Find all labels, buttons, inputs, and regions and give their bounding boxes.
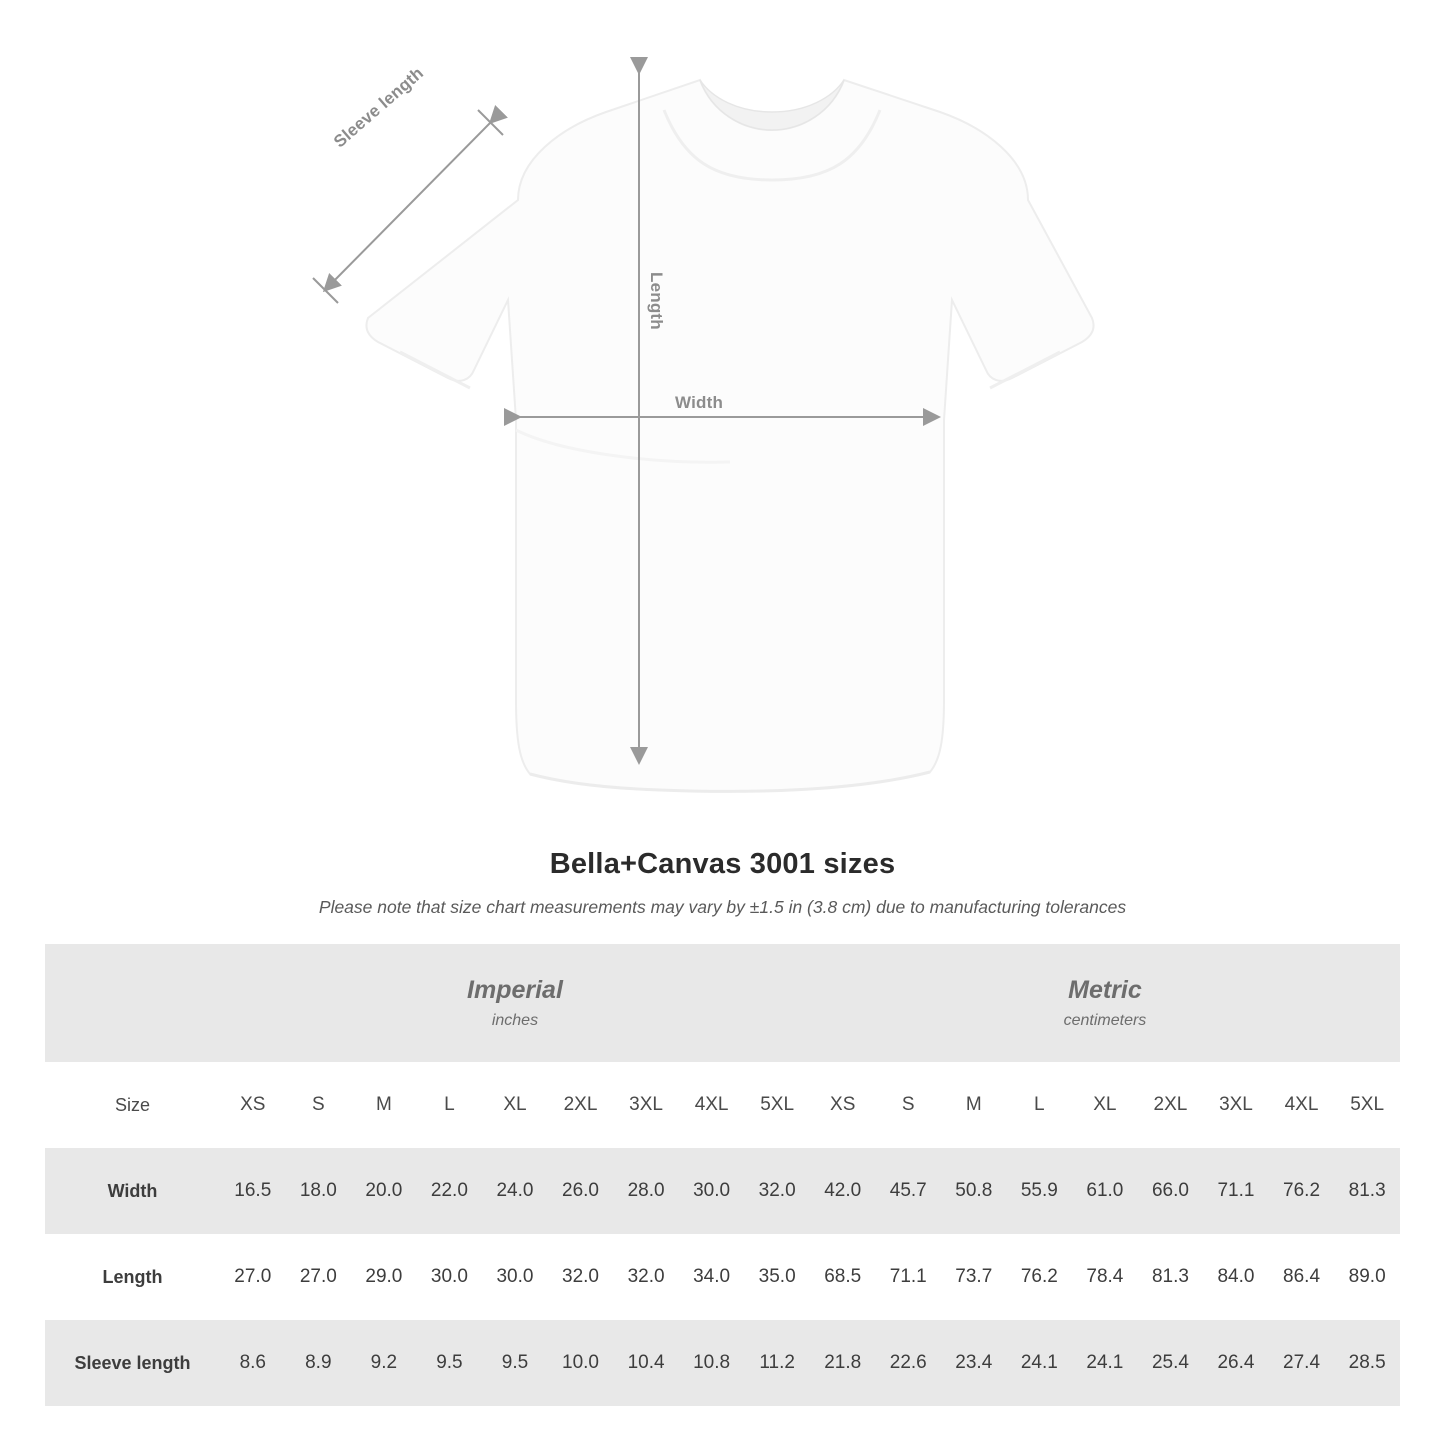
cell-value: 20.0 [351,1148,417,1234]
column-header-8: 5XL [744,1062,810,1148]
cell-value: 27.0 [286,1234,352,1320]
unit-name: centimeters [1063,1012,1147,1030]
cell-value: 50.8 [941,1148,1007,1234]
cell-value: 24.0 [482,1148,548,1234]
cell-value: 21.8 [810,1320,876,1406]
cell-value: 23.4 [941,1320,1007,1406]
column-header-2: M [351,1062,417,1148]
cell-value: 32.0 [744,1148,810,1234]
length-label: Length [647,272,666,330]
cell-value: 30.0 [679,1148,745,1234]
column-header-13: XL [1072,1062,1138,1148]
width-label: Width [675,393,724,412]
cell-value: 10.8 [679,1320,745,1406]
table-row [45,1320,1400,1406]
cell-value: 25.4 [1138,1320,1204,1406]
unit-name: inches [491,1012,539,1030]
unit-system-name: Metric [1068,975,1142,1004]
cell-value: 55.9 [1007,1148,1073,1234]
column-header-10: S [875,1062,941,1148]
cell-value: 28.0 [613,1148,679,1234]
cell-value: 81.3 [1334,1148,1400,1234]
cell-value: 68.5 [810,1234,876,1320]
cell-value: 76.2 [1007,1234,1073,1320]
cell-value: 27.0 [220,1234,286,1320]
column-header-9: XS [810,1062,876,1148]
cell-value: 78.4 [1072,1234,1138,1320]
cell-value: 26.4 [1203,1320,1269,1406]
cell-value: 84.0 [1203,1234,1269,1320]
column-header-12: L [1007,1062,1073,1148]
cell-value: 26.0 [548,1148,614,1234]
cell-value: 71.1 [1203,1148,1269,1234]
unit-system-name: Imperial [467,975,563,1004]
column-header-16: 4XL [1269,1062,1335,1148]
cell-value: 10.0 [548,1320,614,1406]
size-chart-heading [0,848,1445,918]
column-header-6: 3XL [613,1062,679,1148]
column-header-1: S [286,1062,352,1148]
cell-value: 9.5 [417,1320,483,1406]
column-header-11: M [941,1062,1007,1148]
unit-group-imperial [220,944,810,1062]
cell-value: 86.4 [1269,1234,1335,1320]
column-header-5: 2XL [548,1062,614,1148]
row-label-width: Width [45,1148,220,1234]
cell-value: 22.6 [875,1320,941,1406]
table-row [45,1148,1400,1234]
cell-value: 34.0 [679,1234,745,1320]
cell-value: 28.5 [1334,1320,1400,1406]
cell-value: 35.0 [744,1234,810,1320]
cell-value: 73.7 [941,1234,1007,1320]
column-header-15: 3XL [1203,1062,1269,1148]
cell-value: 66.0 [1138,1148,1204,1234]
cell-value: 16.5 [220,1148,286,1234]
size-table-wrapper [45,944,1400,1406]
cell-value: 29.0 [351,1234,417,1320]
tolerance-note: Please note that size chart measurements may vary by ±1.5 in (3.8 cm) due to manufacturing tolerances [318,897,1127,917]
column-header-17: 5XL [1334,1062,1400,1148]
cell-value: 9.2 [351,1320,417,1406]
cell-value: 22.0 [417,1148,483,1234]
cell-value: 18.0 [286,1148,352,1234]
unit-group-metric [810,944,1400,1062]
cell-value: 89.0 [1334,1234,1400,1320]
cell-value: 32.0 [613,1234,679,1320]
cell-value: 30.0 [417,1234,483,1320]
column-header-size: Size [45,1062,220,1148]
cell-value: 32.0 [548,1234,614,1320]
cell-value: 76.2 [1269,1148,1335,1234]
cell-value: 71.1 [875,1234,941,1320]
column-header-0: XS [220,1062,286,1148]
column-header-4: XL [482,1062,548,1148]
cell-value: 81.3 [1138,1234,1204,1320]
row-label-sleeve-length: Sleeve length [45,1320,220,1406]
cell-value: 45.7 [875,1148,941,1234]
unit-system-row [45,944,1400,1062]
row-label-length: Length [45,1234,220,1320]
cell-value: 8.6 [220,1320,286,1406]
cell-value: 9.5 [482,1320,548,1406]
cell-value: 10.4 [613,1320,679,1406]
cell-value: 42.0 [810,1148,876,1234]
cell-value: 30.0 [482,1234,548,1320]
table-row [45,1234,1400,1320]
cell-value: 8.9 [286,1320,352,1406]
cell-value: 24.1 [1072,1320,1138,1406]
unit-row-spacer [45,944,220,1062]
sleeve-length-label: Sleeve length [330,63,428,152]
page-title: Bella+Canvas 3001 sizes [549,848,896,880]
column-header-7: 4XL [679,1062,745,1148]
column-header-3: L [417,1062,483,1148]
cell-value: 61.0 [1072,1148,1138,1234]
cell-value: 24.1 [1007,1320,1073,1406]
cell-value: 11.2 [744,1320,810,1406]
cell-value: 27.4 [1269,1320,1335,1406]
size-header-row [45,1062,1400,1148]
size-chart-table [45,944,1400,1406]
column-header-14: 2XL [1138,1062,1204,1148]
